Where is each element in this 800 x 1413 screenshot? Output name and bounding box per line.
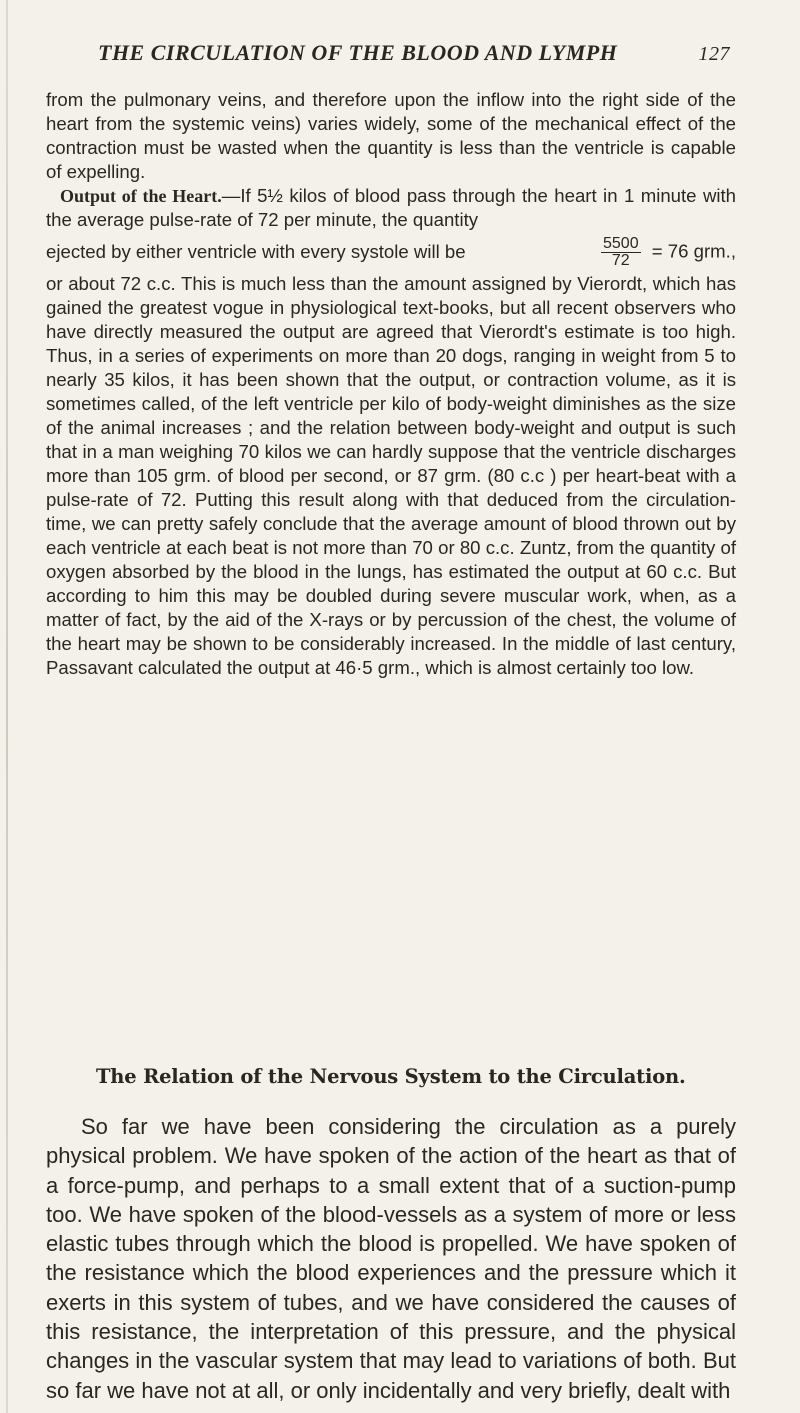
formula-lead: ejected by either ventricle with every systole will be (46, 241, 466, 262)
running-head (98, 40, 730, 66)
running-head-title: THE CIRCULATION OF THE BLOOD AND LYMPH (98, 40, 618, 65)
body-text-upper (46, 88, 736, 680)
body-text-lower (46, 1112, 736, 1405)
formula-result: = 76 grm., (651, 239, 736, 261)
page-edge (6, 0, 8, 1413)
run-in-heading: Output of the Heart. (60, 186, 222, 206)
fraction-numerator: 5500 (603, 234, 639, 252)
page-number: 127 (698, 43, 730, 65)
paragraph-text: —If 5½ kilos of blood pass through the heart in 1 minute with the average pulse-rate of 72 per minute, the quantity (46, 185, 737, 230)
formula-line (46, 232, 736, 272)
paragraph-continuation: from the pulmonary veins, and therefore upon the inflow into the right side of the heart from the systemic veins) varies widely, some of the mechanical effect of the contraction must be wasted when the quantity is less than the ventricle is capable of expelling. (46, 89, 736, 182)
formula (595, 236, 736, 269)
fraction (601, 236, 641, 269)
paragraph-nervous-system: So far we have been considering the circulation as a purely physical problem. We have spoken of the action of the heart as that of a force-pump, and perhaps to a small extent that of a suction-pump too. We have spoken of the blood-vessels as a system of more or less elastic tubes through which the blood is propelled. We have spoken of the resistance which the blood experiences and the pressure which it exerts in this system of tubes, and we have considered the causes of this resistance, the interpretation of this pressure, and the physical changes in the vascular system that may lead to variations of both. But so far we have not at all, or only incidentally and very briefly, dealt with (46, 1114, 736, 1403)
fraction-denominator: 72 (611, 251, 630, 269)
section-heading: The Relation of the Nervous System to the Circulation. (96, 1065, 686, 1088)
paragraph-continued: or about 72 c.c. This is much less than the amount assigned by Vierordt, which has gained the greatest vogue in physiological text-books, but all recent observers who have directly measured the output are agreed that Vierordt's estimate is too high. Thus, in a series of experiments on more than 20 dogs, ranging in weight from 5 to nearly 35 kilos, it has been shown that the output, or contraction volume, as it is sometimes called, of the left ventricle per kilo of body-weight diminishes as the size of the animal increases ; and the relation between body-weight and output is such that in a man weighing 70 kilos we can hardly suppose that the ventricle discharges more than 105 grm. of blood per second, or 87 grm. (80 c.c ) per heart-beat with a pulse-rate of 72. Putting this result along with that deduced from the circulation-time, we can pretty safely conclude that the average amount of blood thrown out by each ventricle at each beat is not more than 70 or 80 c.c. Zuntz, from the quantity of oxygen absorbed by the blood in the lungs, has estimated the output at 60 c.c. But according to him this may be doubled during severe muscular work, when, as a matter of fact, by the aid of the X-rays or by percussion of the chest, the volume of the heart may be shown to be considerably increased. In the middle of last century, Passavant calculated the output at 46·5 grm., which is almost certainly too low. (46, 273, 736, 678)
paragraph-output-of-heart (46, 184, 736, 232)
